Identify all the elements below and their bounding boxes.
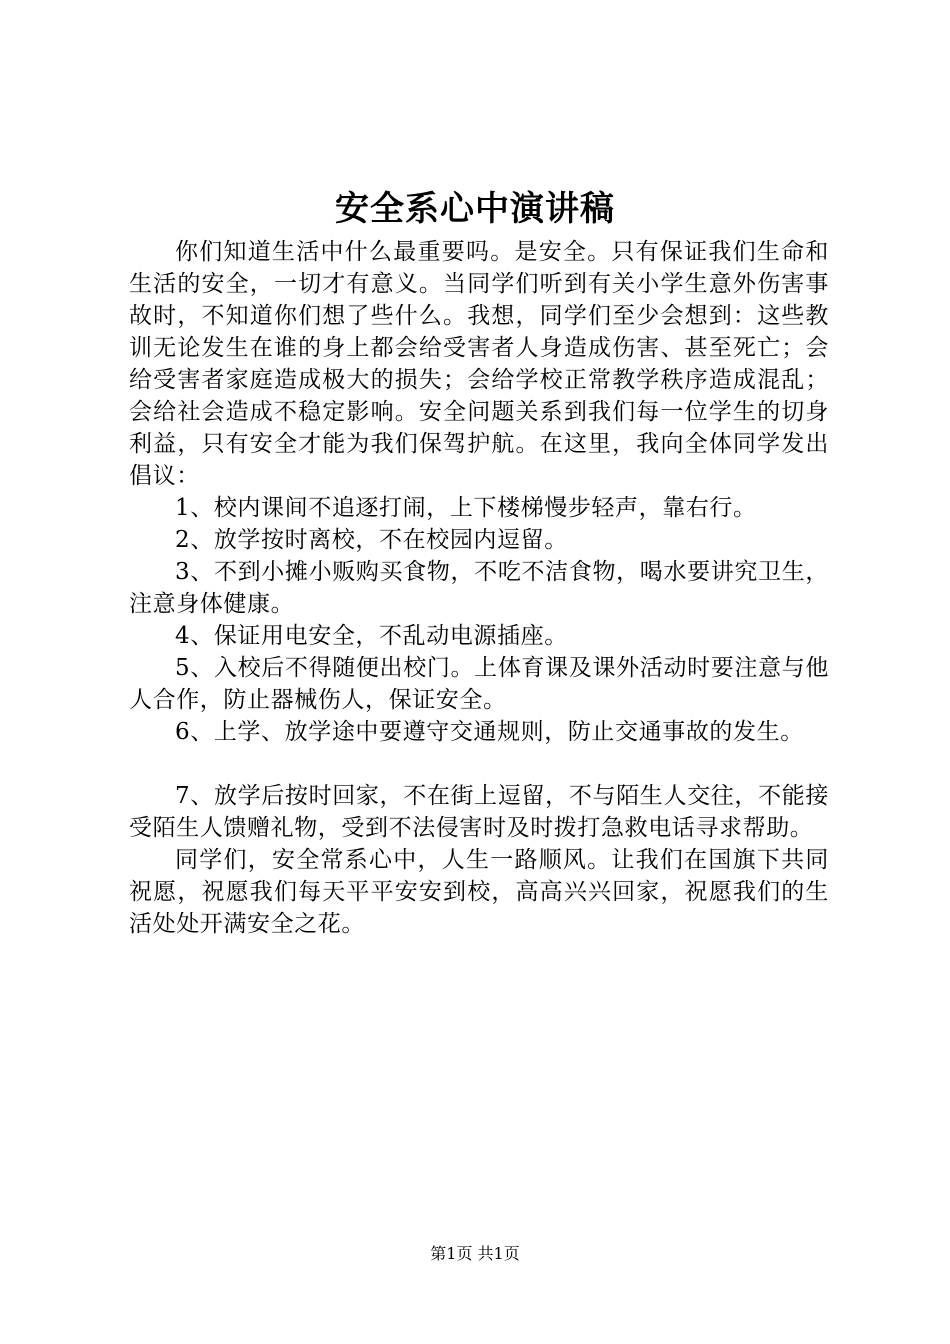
proposal-item-4: 4、保证用电安全，不乱动电源插座。 — [175, 623, 568, 649]
blank-line — [129, 748, 829, 780]
closing-paragraph: 同学们，安全常系心中，人生一路顺风。让我们在国旗下共同祝愿，祝愿我们每天平平安安到校，高高兴兴回家，祝愿我们的生活处处开满安全之花。 — [129, 847, 829, 937]
page-number-footer: 第1页 共1页 — [430, 1244, 520, 1263]
proposal-item-6: 6、上学、放学途中要遵守交通规则，防止交通事故的发生。 — [175, 719, 804, 745]
proposal-item-2: 2、放学按时离校，不在校园内逗留。 — [175, 527, 568, 553]
proposal-item-1: 1、校内课间不追逐打闹，上下楼梯慢步轻声，靠右行。 — [175, 495, 757, 521]
speech-body — [129, 236, 829, 940]
intro-paragraph: 你们知道生活中什么最重要吗。是安全。只有保证我们生命和生活的安全，一切才有意义。当同学们听到有关小学生意外伤害事故时，不知道你们想了些什么。我想，同学们至少会想到：这些教训无论发生在谁的身上都会给受害者人身造成伤害、甚至死亡；会给受害者家庭造成极大的损失；会给学校正常教学秩序造成混乱；会给社会造成不稳定影响。安全问题关系到我们每一位学生的切身利益，只有安全才能为我们保驾护航。在这里，我向全体同学发出倡议： — [129, 239, 829, 489]
proposal-item-5: 5、入校后不得随便出校门。上体育课及课外活动时要注意与他人合作，防止器械伤人，保证安全。 — [129, 655, 829, 713]
proposal-item-7: 7、放学后按时回家，不在街上逗留，不与陌生人交往，不能接受陌生人馈赠礼物，受到不法侵害时及时拨打急救电话寻求帮助。 — [129, 783, 829, 841]
proposal-item-3: 3、不到小摊小贩购买食物，不吃不洁食物，喝水要讲究卫生，注意身体健康。 — [129, 559, 829, 617]
page-title: 安全系心中演讲稿 — [335, 189, 615, 229]
